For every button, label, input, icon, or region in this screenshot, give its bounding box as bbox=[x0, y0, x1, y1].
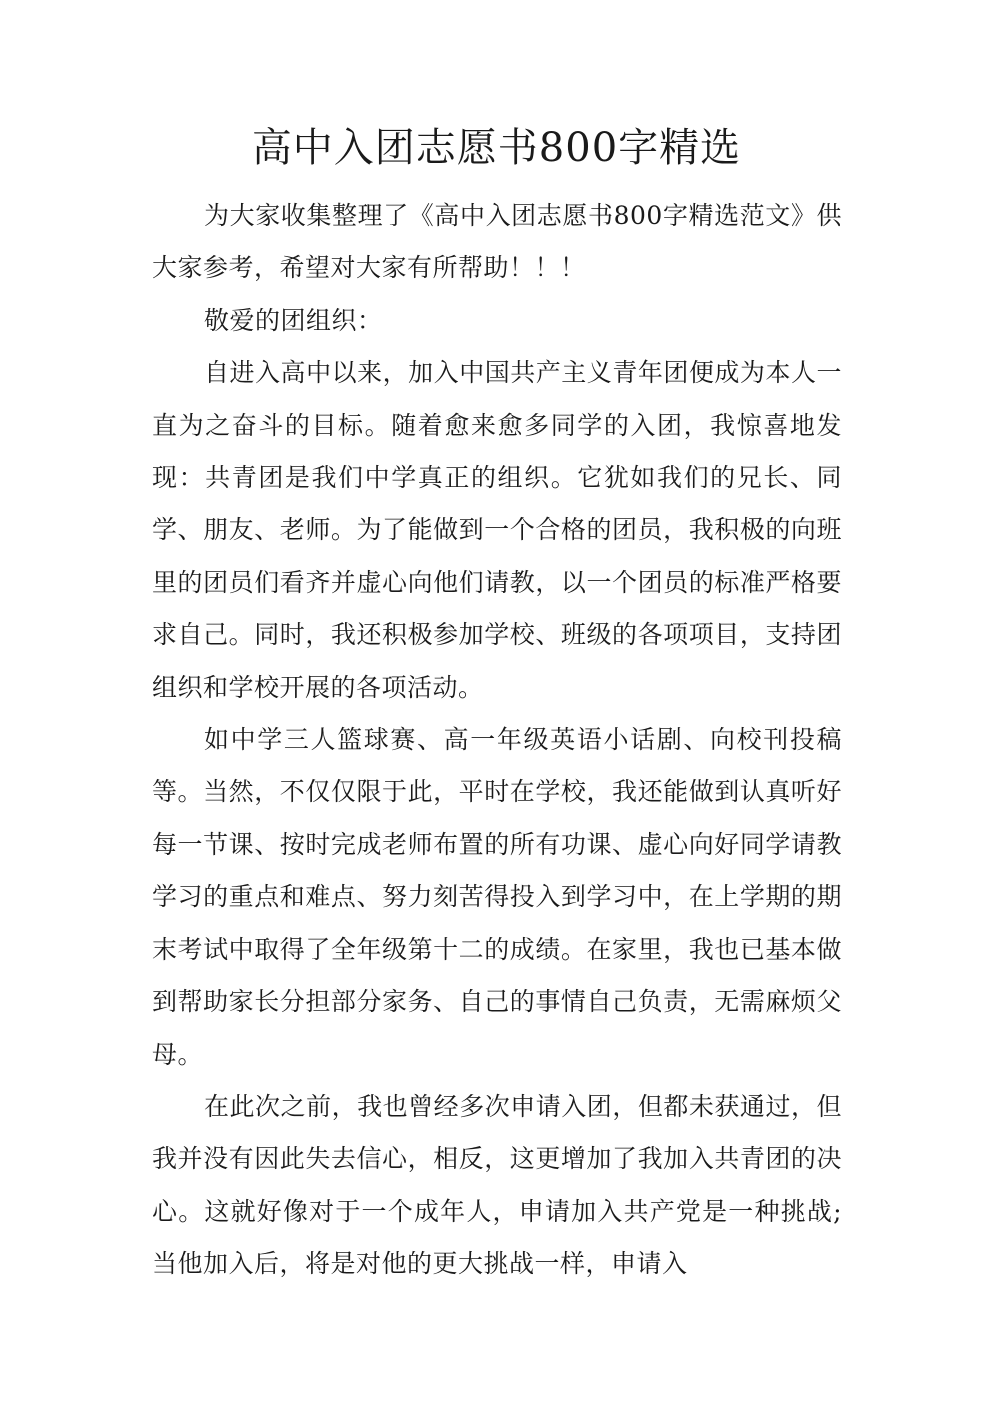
salutation: 敬爱的团组织： bbox=[204, 305, 383, 335]
body-paragraph: 自进入高中以来，加入中国共产主义青年团便成为本人一直为之奋斗的目标。随着愈来愈多同学的入团，我惊喜地发现：共青团是我们中学真正的组织。它犹如我们的兄长、同学、朋友、老师。为了能做到一个合格的团员，我积极的向班里的团员们看齐并虚心向他们请教，以一个团员的标准严格要求自己。同时，我还积极参加学校、班级的各项项目，支持团组织和学校开展的各项活动。 bbox=[152, 358, 842, 702]
body-paragraph: 如中学三人篮球赛、高一年级英语小话剧、向校刊投稿等。当然，不仅仅限于此，平时在学校，我还能做到认真听好每一节课、按时完成老师布置的所有功课、虚心向好同学请教学习的重点和难点、努力刻苦得投入到学习中，在上学期的期末考试中取得了全年级第十二的成绩。在家里，我也已基本做到帮助家长分担部分家务、自己的事情自己负责，无需麻烦父母。 bbox=[152, 725, 842, 1069]
intro-paragraph: 为大家收集整理了《高中入团志愿书800字精选范文》供大家参考，希望对大家有所帮助！！！ bbox=[152, 201, 842, 283]
document-body bbox=[152, 190, 842, 1291]
document-title: 高中入团志愿书800字精选 bbox=[251, 125, 742, 171]
body-paragraph: 在此次之前，我也曾经多次申请入团，但都未获通过，但我并没有因此失去信心，相反，这更增加了我加入共青团的决心。这就好像对于一个成年人，申请加入共产党是一种挑战;当他加入后，将是对他的更大挑战一样，申请入 bbox=[152, 1091, 842, 1279]
